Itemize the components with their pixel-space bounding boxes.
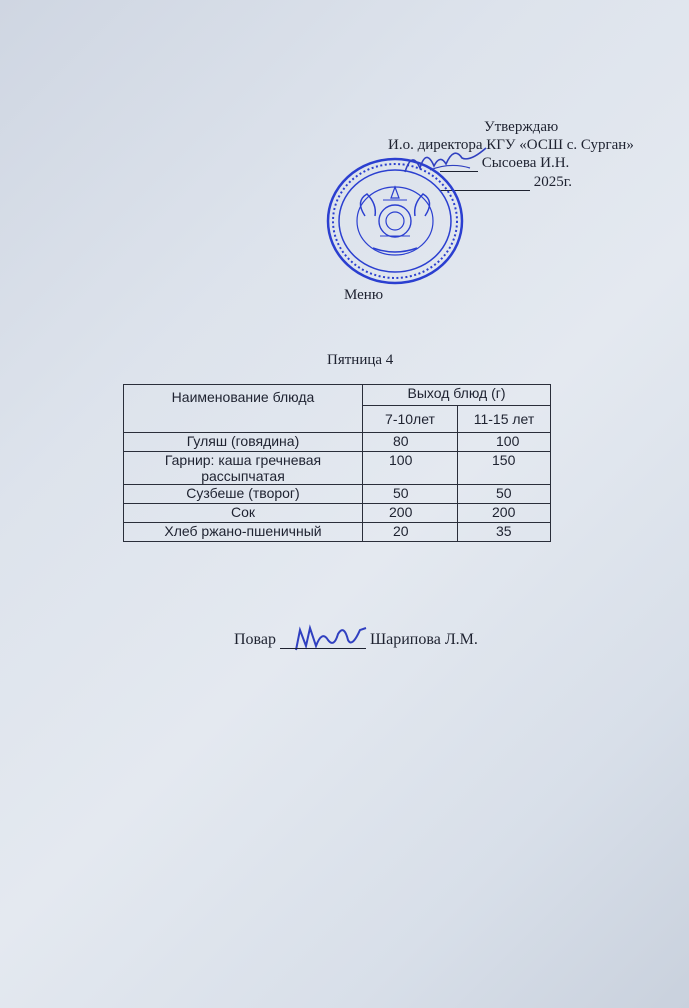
approval-name: Сысоева И.Н.: [481, 155, 570, 171]
output-7-10: 50: [363, 485, 458, 504]
cook-block: [234, 631, 478, 649]
day-title: Пятница 4: [327, 352, 394, 368]
menu-table: [123, 384, 551, 542]
dish-name: Сок: [124, 504, 363, 523]
dish-name: Гарнир: каша гречневая рассыпчатая: [124, 452, 363, 485]
table-row: [124, 452, 551, 485]
approval-role: И.о. директора КГУ «ОСШ с. Сурган»: [388, 137, 634, 153]
dish-name: Сузбеше (творог): [124, 485, 363, 504]
output-11-15: 35: [458, 523, 551, 542]
menu-title: Меню: [344, 287, 384, 303]
output-11-15: 50: [458, 485, 551, 504]
age-group-7-10: 7-10лет: [363, 406, 458, 433]
age-group-11-15: 11-15 лет: [458, 406, 551, 433]
cook-name: Шарипова Л.М.: [370, 631, 478, 648]
output-7-10: 200: [363, 504, 458, 523]
table-header-row: [124, 385, 551, 406]
output-11-15: 150: [458, 452, 551, 485]
table-row: [124, 485, 551, 504]
table-row: [124, 433, 551, 452]
table-row: [124, 504, 551, 523]
approval-date-suffix: 2025г.: [533, 174, 572, 190]
output-7-10: 100: [363, 452, 458, 485]
col-dish-header: Наименование блюда: [124, 385, 363, 433]
director-signature-icon: [400, 140, 490, 180]
approval-title: Утверждаю: [484, 119, 559, 135]
output-7-10: 80: [363, 433, 458, 452]
dish-name: Хлеб ржано-пшеничный: [124, 523, 363, 542]
dish-name: Гуляш (говядина): [124, 433, 363, 452]
table-row: [124, 523, 551, 542]
cook-label: Повар: [234, 631, 276, 648]
output-11-15: 200: [458, 504, 551, 523]
output-11-15: 100: [458, 433, 551, 452]
output-7-10: 20: [363, 523, 458, 542]
cook-signature-line: [280, 632, 366, 649]
col-output-header: Выход блюд (г): [363, 385, 551, 406]
